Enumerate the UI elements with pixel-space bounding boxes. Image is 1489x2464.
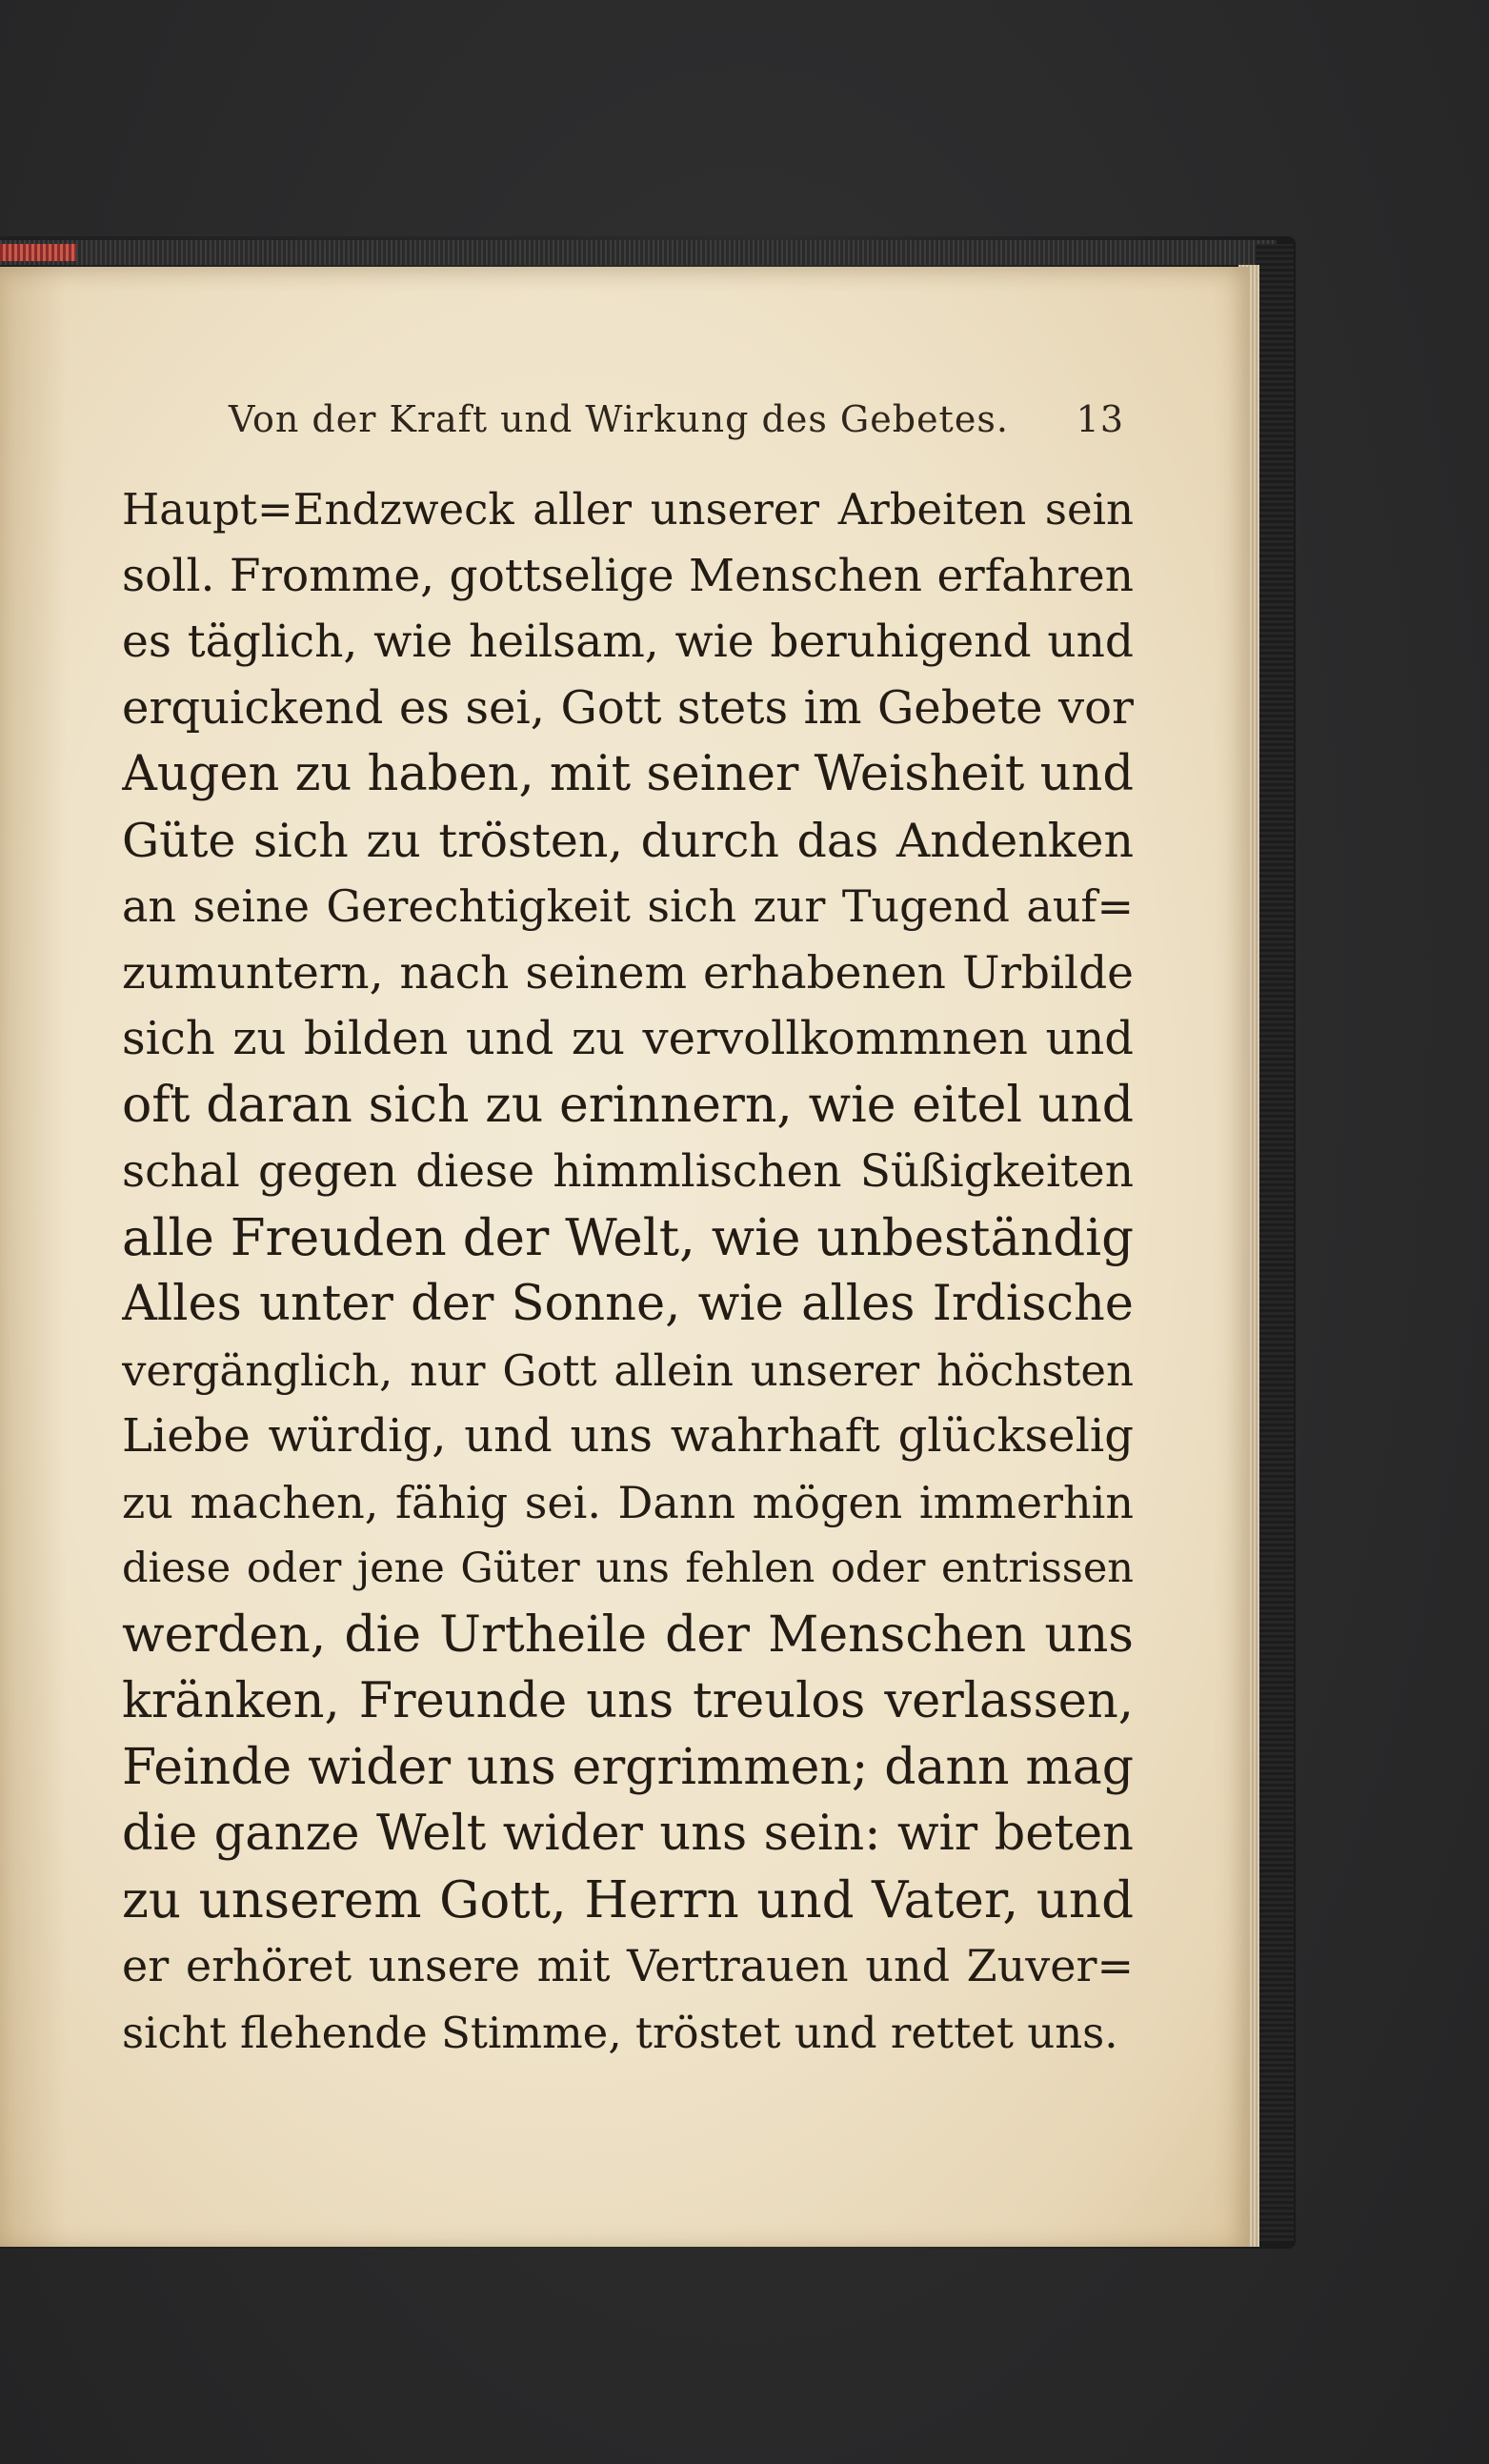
text-line: schal gegen diese himmlischen Süßigkeiten — [122, 1145, 1134, 1198]
text-line: Alles unter der Sonne, wie alles Irdische — [122, 1276, 1134, 1332]
text-line: er erhöret unsere mit Vertrauen und Zuver= — [122, 1940, 1134, 1991]
text-line: sich zu bilden und zu vervollkommnen und — [122, 1012, 1134, 1065]
text-line: zumuntern, nach seinem erhabenen Urbilde — [122, 946, 1134, 1000]
text-line: Güte sich zu trösten, durch das Andenken — [122, 813, 1134, 868]
text-line: an seine Gerechtigkeit sich zur Tugend auf= — [122, 880, 1134, 932]
text-line: zu machen, fähig sei. Dann mögen immerhin — [122, 1476, 1134, 1528]
page-gutter-shadow — [0, 267, 67, 2247]
text-line: Haupt=Endzweck aller unserer Arbeiten sein — [122, 484, 1134, 535]
text-line: vergänglich, nur Gott allein unserer höchsten — [122, 1344, 1134, 1396]
text-line: werden, die Urtheile der Menschen uns — [122, 1606, 1134, 1664]
text-line: Augen zu haben, mit seiner Weisheit und — [122, 746, 1134, 802]
text-line: kränken, Freunde uns treulos verlassen, — [122, 1673, 1134, 1729]
running-head — [229, 398, 1124, 455]
book-cover-edge — [1256, 244, 1294, 2241]
text-line: Liebe würdig, und uns wahrhaft glückselig — [122, 1409, 1134, 1463]
text-line: die ganze Welt wider uns sein: wir beten — [122, 1806, 1134, 1862]
text-line: es täglich, wie heilsam, wie beruhigend und — [122, 616, 1134, 668]
text-line: alle Freuden der Welt, wie unbeständig — [122, 1208, 1134, 1267]
text-line: diese oder jene Güter uns fehlen oder entrissen — [122, 1545, 1134, 1592]
text-line: Feinde wider uns ergrimmen; dann mag — [122, 1738, 1134, 1796]
page-number: 13 — [1076, 398, 1124, 440]
running-head-title: Von der Kraft und Wirkung des Gebetes. — [229, 398, 1009, 440]
text-line: zu unserem Gott, Herrn und Vater, und — [122, 1870, 1134, 1929]
book-cover-top-edge — [0, 240, 1277, 265]
text-line: erquickend es sei, Gott stets im Gebete vor — [122, 680, 1134, 735]
text-line: soll. Fromme, gottselige Menschen erfahren — [122, 549, 1134, 602]
bookmark-ribbon — [0, 244, 76, 261]
text-line: oft daran sich zu erinnern, wie eitel und — [122, 1076, 1134, 1134]
text-line: sicht flehende Stimme, tröstet und rettet uns. — [122, 2007, 1118, 2058]
body-text — [122, 476, 1134, 2066]
